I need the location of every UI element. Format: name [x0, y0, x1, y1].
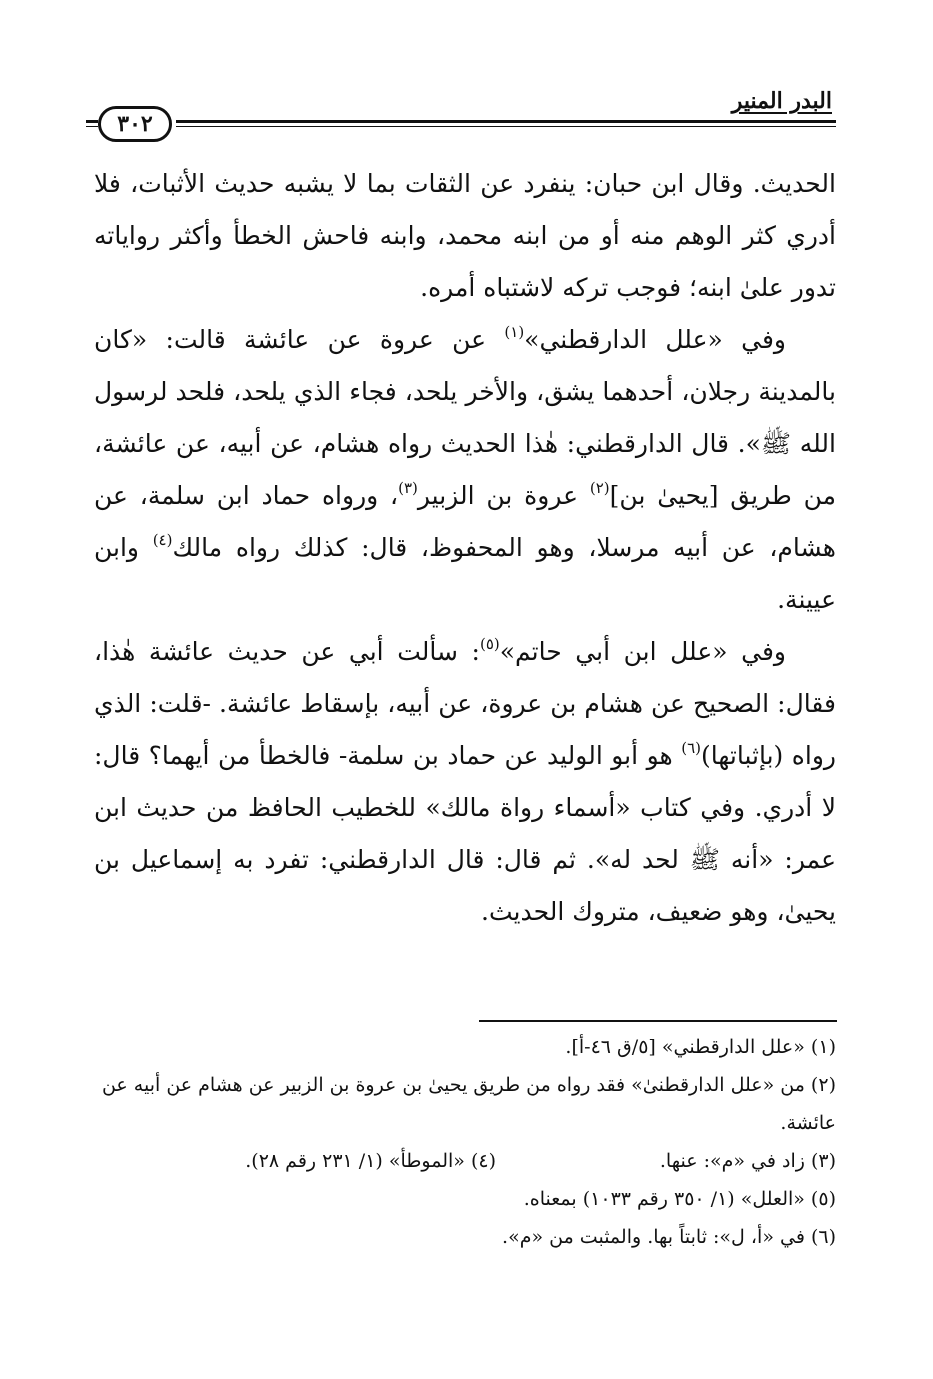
footnote-ref-1[interactable]: (١)	[504, 323, 525, 341]
footnote-separator	[479, 1020, 837, 1022]
page-number: ٣٠٢	[98, 106, 172, 142]
paragraph-3	[94, 626, 836, 938]
footnotes	[92, 1028, 836, 1256]
footnote-ref-3[interactable]: (٣)	[398, 479, 418, 497]
paragraph-2-part-c: عروة بن الزبير	[417, 481, 590, 510]
footnote-3: (٣) زاد في «م»: عنها.	[659, 1150, 836, 1172]
footnote-5: (٥) «العلل» (١/ ٣٥٠ رقم ١٠٣٣) بمعناه.	[523, 1188, 836, 1210]
paragraph-3-part-c: هو أبو الوليد عن حماد بن سلمة- فالخطأ من أيهما؟ قال: لا أدري. وفي كتاب «أسماء رواة مالك» للخطيب الحافظ من حديث ابن عمر: «أنه ﷺ لحد له». ثم قال: قال الدارقطني: تفرد به إسماعيل بن يحيىٰ، وهو ضعيف، متروك الحديث.	[94, 741, 836, 926]
header-rule	[176, 120, 836, 123]
footnote-1: (١) «علل الدارقطني» [٥/ق ٤٦-أ].	[565, 1036, 836, 1058]
footnote-ref-2[interactable]: (٢)	[589, 479, 610, 497]
footnote-2: (٢) من «علل الدارقطنىٰ» فقد رواه من طريق يحيىٰ بن عروة بن الزبير عن هشام عن أبيه عن عائشة.	[101, 1074, 836, 1134]
paragraph-2-part-e: وابن عيينة.	[94, 533, 836, 614]
paragraph-2-part-a: وفي «علل الدارقطني»	[524, 325, 786, 354]
paragraph-2-part-b: عن عروة عن عائشة قالت: «كان بالمدينة رجلان، أحدهما يشق، والأخر يلحد، فجاء الذي يلحد، فلحد لرسول الله ﷺ». قال الدارقطني: هٰذا الحديث رواه هشام، عن أبيه، عن عائشة، من طريق [يحيىٰ بن]	[94, 325, 836, 510]
paragraph-1: الحديث. وقال ابن حبان: ينفرد عن الثقات بما لا يشبه حديث الأثبات، فلا أدري كثر الوهم منه أو من ابنه محمد، وابنه فاحش الخطأ وأكثر رواياته تدور علىٰ ابنه؛ فوجب تركه لاشتباه أمره.	[94, 169, 836, 302]
footnote-ref-6[interactable]: (٦)	[681, 739, 701, 757]
main-text	[94, 158, 836, 938]
footnote-6: (٦) في «أ، ل»: ثابتاً بها. والمثبت من «م».	[502, 1226, 836, 1248]
header-rule-left	[86, 120, 98, 123]
footnote-ref-5[interactable]: (٥)	[479, 635, 500, 653]
footnote-row-3-4	[92, 1142, 836, 1180]
paragraph-3-part-a: وفي «علل ابن أبي حاتم»	[499, 637, 786, 666]
header-rule-thin	[176, 126, 836, 127]
footnote-4: (٤) «الموطأ» (١/ ٢٣١ رقم ٢٨).	[245, 1150, 496, 1172]
paragraph-2	[94, 314, 836, 626]
paragraph-3-part-b: : سألت أبي عن حديث عائشة هٰذا، فقال: الصحيح عن هشام بن عروة، عن أبيه، بإسقاط عائشة. -قلت: الذي رواه (بإثباتها)	[94, 637, 836, 770]
page-header	[86, 86, 836, 136]
book-title: البدر المنير	[731, 88, 832, 114]
footnote-ref-4[interactable]: (٤)	[152, 531, 173, 549]
header-rule-left-thin	[86, 126, 98, 127]
paragraph-2-part-d: ، ورواه حماد ابن سلمة، عن هشام، عن أبيه مرسلا، وهو المحفوظ، قال: كذلك رواه مالك	[94, 481, 836, 562]
